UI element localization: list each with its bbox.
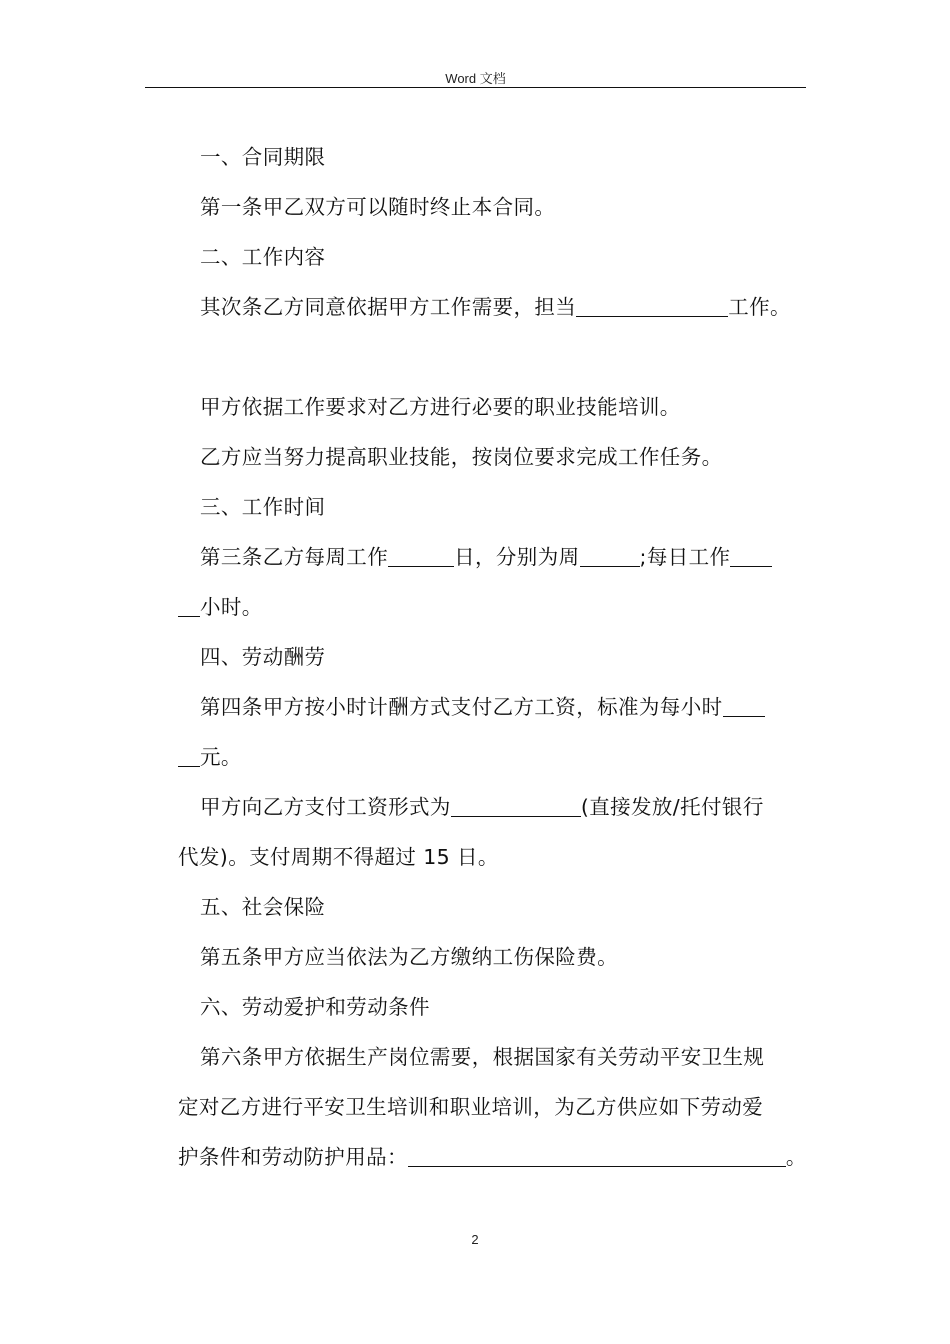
weekdays-blank[interactable] — [580, 544, 640, 567]
article-2-text: 其次条乙方同意依据甲方工作需要，担当 — [200, 295, 577, 319]
section-heading-protection: 六、劳动爱护和劳动条件 — [200, 995, 430, 1019]
protection-items-blank[interactable] — [408, 1144, 786, 1167]
article-6-text: 护条件和劳动防护用品： — [178, 1145, 408, 1169]
article-6: 第六条甲方依据生产岗位需要，根据国家有关劳动平安卫生规 — [200, 1045, 765, 1069]
spacer — [178, 332, 828, 382]
section-heading-work-content: 二、工作内容 — [200, 245, 326, 269]
page-number: 2 — [471, 1232, 479, 1247]
article-6-end: 。 — [785, 1145, 807, 1169]
article-3-mid: 日，分别为周 — [454, 545, 580, 569]
article-5: 第五条甲方应当依法为乙方缴纳工伤保险费。 — [200, 945, 618, 969]
document-body — [178, 132, 828, 1182]
article-3-end: 小时。 — [200, 595, 263, 619]
article-4 — [178, 682, 828, 732]
section-heading-pay: 四、劳动酬劳 — [200, 645, 326, 669]
article-6-line-3 — [178, 1132, 828, 1182]
duty-paragraph: 乙方应当努力提高职业技能，按岗位要求完成工作任务。 — [200, 445, 723, 469]
article-3-text: 第三条乙方每周工作 — [200, 545, 389, 569]
article-2 — [178, 282, 828, 332]
article-2-tail: 工作。 — [728, 295, 791, 319]
article-3-continued — [178, 582, 828, 632]
header-divider — [145, 87, 806, 88]
hours-per-day-blank[interactable] — [730, 544, 772, 567]
section-heading-insurance: 五、社会保险 — [200, 895, 326, 919]
article-4-end: 元。 — [200, 745, 242, 769]
payment-form-options: (直接发放/托付银行 — [580, 795, 764, 819]
page-header: Word 文档 — [445, 71, 506, 86]
hourly-rate-blank[interactable] — [723, 694, 765, 717]
hourly-rate-blank-cont[interactable] — [178, 744, 200, 767]
days-per-week-blank[interactable] — [388, 544, 454, 567]
payment-form-blank[interactable] — [451, 794, 581, 817]
article-4-continued — [178, 732, 828, 782]
payment-form-paragraph — [178, 782, 828, 832]
article-3-mid2: ;每日工作 — [639, 545, 731, 569]
section-heading-work-time: 三、工作时间 — [200, 495, 326, 519]
article-6-line-2: 定对乙方进行平安卫生培训和职业培训，为乙方供应如下劳动爱 — [178, 1095, 764, 1119]
section-heading-term: 一、合同期限 — [200, 145, 326, 169]
payment-form-text: 甲方向乙方支付工资形式为 — [200, 795, 451, 819]
article-4-text: 第四条甲方按小时计酬方式支付乙方工资，标准为每小时 — [200, 695, 723, 719]
training-paragraph: 甲方依据工作要求对乙方进行必要的职业技能培训。 — [200, 395, 681, 419]
position-blank[interactable] — [576, 294, 728, 317]
article-3 — [178, 532, 828, 582]
article-1: 第一条甲乙双方可以随时终止本合同。 — [200, 195, 556, 219]
hours-per-day-blank-cont[interactable] — [178, 594, 200, 617]
payment-form-continued: 代发)。支付周期不得超过 15 日。 — [178, 845, 499, 869]
